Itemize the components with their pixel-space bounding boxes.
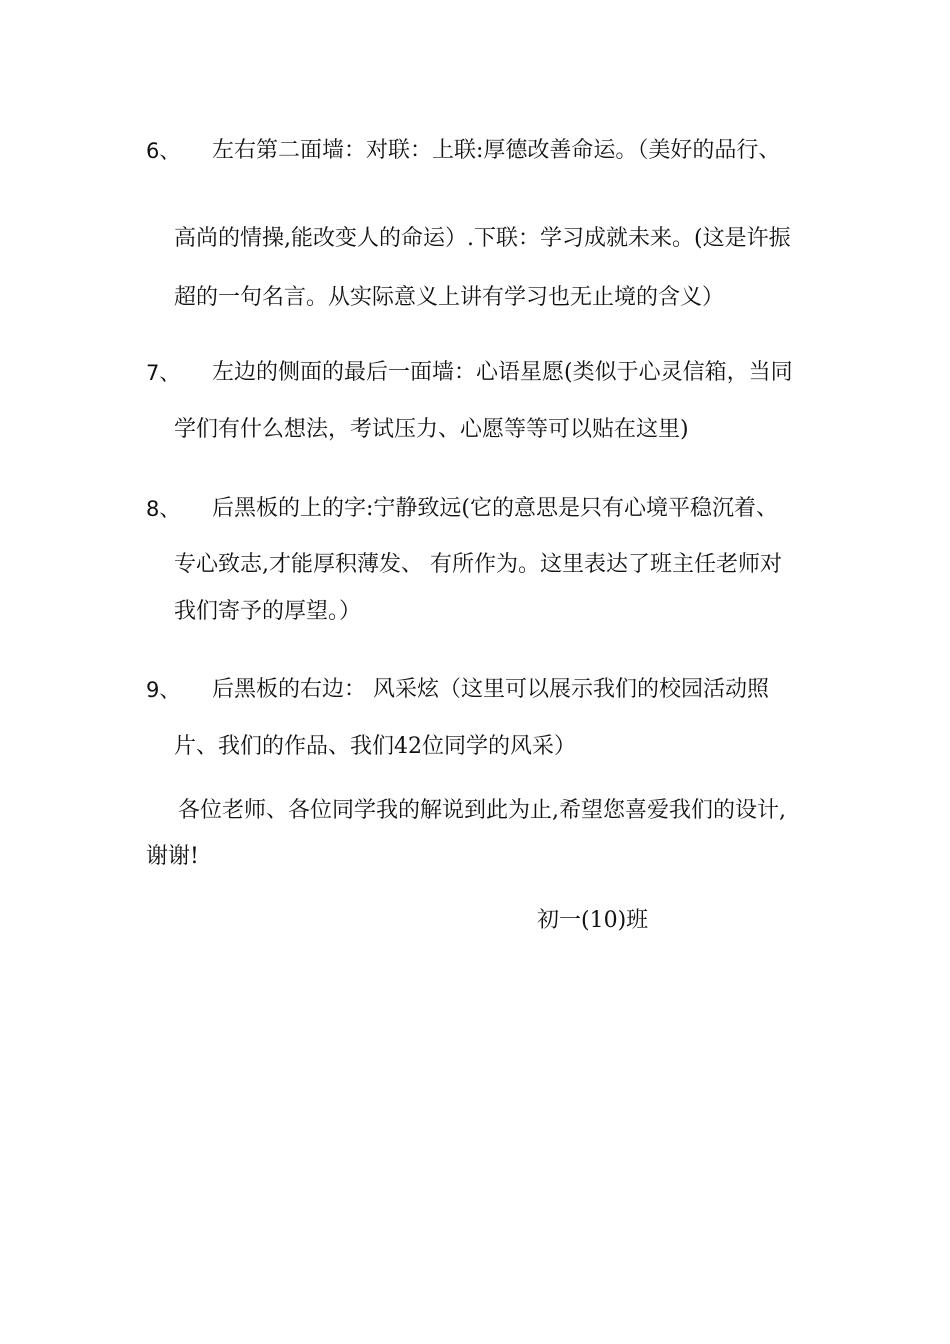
closing-line-2: 谢谢! xyxy=(146,844,199,869)
item-9-line-2: 片、我们的作品、我们42位同学的风采） xyxy=(174,734,576,759)
item-7-line-2: 学们有什么想法，考试压力、心愿等等可以贴在这里) xyxy=(174,417,689,442)
item-8-line-1: 后黑板的上的字:宁静致远(它的意思是只有心境平稳沉着、 xyxy=(212,496,778,521)
item-6-line-3: 超的一句名言。从实际意义上讲有学习也无止境的含义） xyxy=(174,285,725,310)
closing-line-1: 各位老师、各位同学我的解说到此为止,希望您喜爱我们的设计, xyxy=(178,798,786,823)
item-6-line-1: 左右第二面墙：对联：上联:厚德改善命运。（美好的品行、 xyxy=(212,138,781,163)
item-7-line-1: 左边的侧面的最后一面墙：心语星愿(类似于心灵信箱，当同 xyxy=(212,360,793,385)
item-8-line-3: 我们寄予的厚望。） xyxy=(174,599,362,624)
item-8-number: 8、 xyxy=(146,497,181,521)
item-9-number: 9、 xyxy=(146,678,181,702)
item-9-line-1: 后黑板的右边： 风采炫（这里可以展示我们的校园活动照 xyxy=(212,677,769,702)
item-8-line-2: 专心致志,才能厚积薄发、 有所作为。这里表达了班主任老师对 xyxy=(174,552,782,577)
item-6-line-2: 高尚的情操,能改变人的命运）.下联：学习成就未来。(这是许振 xyxy=(174,226,791,251)
item-6-number: 6、 xyxy=(146,139,181,163)
class-signature: 初一(10)班 xyxy=(537,908,649,933)
item-7-number: 7、 xyxy=(146,361,181,385)
